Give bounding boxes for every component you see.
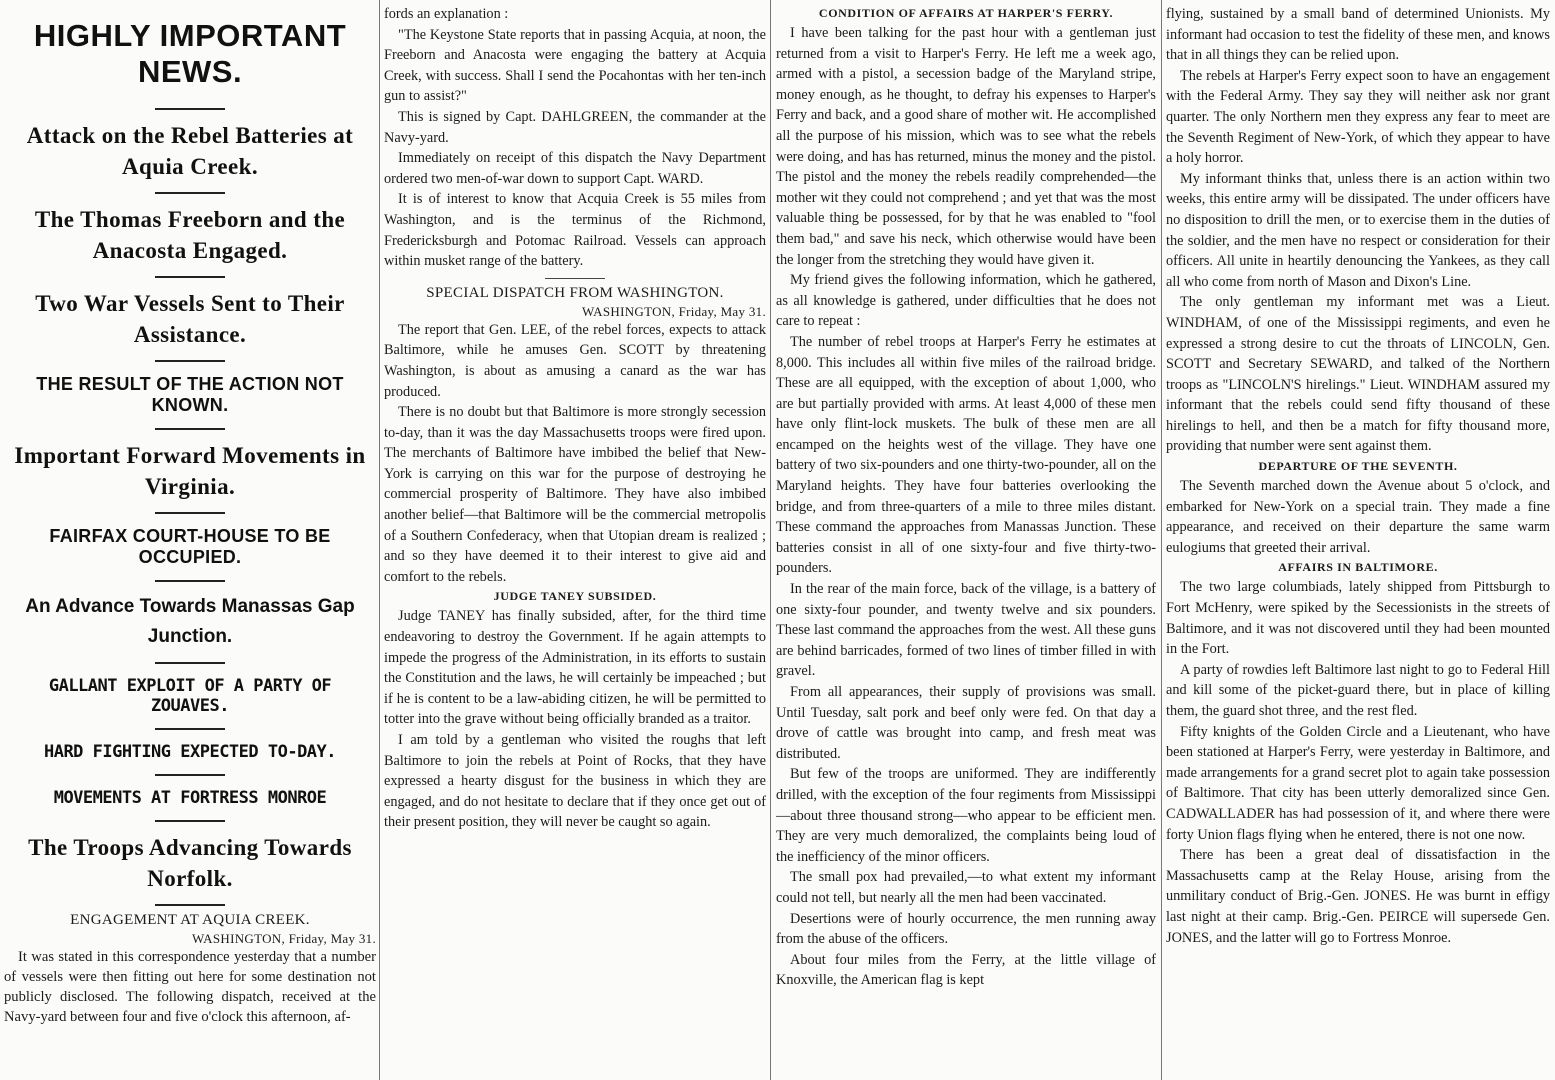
article-paragraph: About four miles from the Ferry, at the little village of Knoxville, the American flag is kept — [776, 951, 1156, 989]
divider — [155, 276, 225, 278]
divider — [155, 428, 225, 430]
article-paragraph: Judge TANEY has finally subsided, after, for the third time endeavoring to destroy the Government. If he again attempts to impede the progress of the Administration, in its efforts to sustain the Constitution and the laws, he will certainly be impeached ; but if he is content to be a law-abiding citizen, he will be permitted to totter into the grave without being officially branded as a traitor. — [384, 608, 766, 728]
article-paragraph: There has been a great deal of dissatisfaction in the Massachusetts camp at the Relay House, arising from the unmilitary conduct of Brig.-Gen. JONES. He was burnt in effigy last night at their camp. Brig.-Gen. PEIRCE will supersede Gen. JONES, and the latter will go to Fortress Monroe. — [1166, 847, 1550, 946]
deck-headline: HARD FIGHTING EXPECTED TO-DAY. — [43, 742, 337, 762]
column-3 — [776, 4, 1156, 1076]
article-paragraph: Desertions were of hourly occurrence, the men running away from the abuse of the officers. — [776, 910, 1156, 948]
deck-headline: An Advance Towards Manassas Gap Junction. — [25, 596, 355, 647]
main-headline: HIGHLY IMPORTANT NEWS. — [33, 18, 347, 89]
divider — [155, 192, 225, 194]
divider — [155, 512, 225, 514]
article-paragraph: From all appearances, their supply of provisions was small. Until Tuesday, salt pork and beef only were fed. On that day a drove of cattle was brought into camp, and fresh meat was distributed. — [776, 684, 1156, 762]
article-paragraph: My informant thinks that, unless there is an action within two weeks, this entire army will be dissipated. The under officers have no disposition to drill the men, or to exercise them in the duties of the soldier, and the men have no respect or consideration for their officers. All unite in heartily denouncing the Yankees, as they call all who come from north of Mason and Dixon's Line. — [1166, 170, 1550, 290]
article-paragraph: I am told by a gentleman who visited the roughs that left Baltimore to join the rebels at Point of Rocks, that they have expressed a hearty disgust for the business in which they are engaged, and do not hesitate to declare that if they once get out of their present position, they will never be caught so again. — [384, 732, 766, 831]
divider — [155, 728, 225, 730]
article-paragraph: It is of interest to know that Acquia Creek is 55 miles from Washington, and is the terminus of the Richmond, Fredericksburgh and Potomac Railroad. Vessels can approach within musket range of the battery. — [384, 191, 766, 270]
article-paragraph: fords an explanation : — [384, 6, 509, 22]
article-paragraph: The Seventh marched down the Avenue about 5 o'clock, and embarked for New-York on a special train. They made a fine appearance, and received on their departure the same warm eulogiums that greeted their arrival. — [1166, 478, 1550, 556]
column-1 — [4, 4, 376, 1076]
article-paragraph: flying, sustained by a small band of determined Unionists. My informant had occasion to test the fidelity of these men, and knows that in all things they can be relied upon. — [1166, 6, 1550, 64]
article-paragraph: I have been talking for the past hour with a gentleman just returned from a visit to Harper's Ferry. He left me a week ago, armed with a pistol, a secession badge of the Maryland stripe, money enough, as he thought, to defray his expenses to Harper's Ferry and back, and a good share of mother wit. He accomplished all the purpose of his mission, which was to see what the rebels were doing, and has has returned, minus the money and the pistol. The pistol and the money the rebels readily comprehended—the mother wit they could not comprehend ; and yet that was the most valuable thing be possessed, for by that he was enabled to "fool them bad," and save his neck, which otherwise would have been the longer from the stretching they would have given it. — [776, 25, 1156, 268]
deck-headline: GALLANT EXPLOIT OF A PARTY OF ZOUAVES. — [48, 676, 332, 716]
article-paragraph: In the rear of the main force, back of the village, is a battery of one sixty-four pounder, and twenty twelve and six pounders. These last command the approaches from the west. All these guns are behind barricades, formed of two lines of timber filled in with gravel. — [776, 581, 1156, 680]
article-paragraph: It was stated in this correspondence yesterday that a number of vessels were then fitting out here for some destination not publicly disclosed. The following dispatch, received at the Navy-yard between four and five o'clock this afternoon, af- — [4, 949, 376, 1025]
section-title: JUDGE TANEY SUBSIDED. — [493, 589, 657, 604]
deck-headline: Attack on the Rebel Batteries at Aquia Creek. — [26, 123, 354, 179]
article-paragraph: The small pox had prevailed,—to what extent my informant could not tell, but nearly all the men had been vaccinated. — [776, 869, 1156, 906]
dateline: WASHINGTON, Friday, May 31. — [192, 931, 376, 946]
column-rule — [1161, 0, 1162, 1080]
section-title: SPECIAL DISPATCH FROM WASHINGTON. — [426, 284, 724, 301]
deck-headline: MOVEMENTS AT FORTRESS MONROE — [53, 788, 327, 808]
divider — [155, 360, 225, 362]
deck-headline: Two War Vessels Sent to Their Assistance. — [35, 291, 345, 347]
deck-headline: The Thomas Freeborn and the Anacosta Engaged. — [34, 207, 346, 263]
deck-headline: FAIRFAX COURT-HOUSE TO BE OCCUPIED. — [49, 526, 331, 567]
section-title: AFFAIRS IN BALTIMORE. — [1278, 560, 1438, 575]
divider — [545, 278, 605, 279]
deck-headline: THE RESULT OF THE ACTION NOT KNOWN. — [36, 374, 344, 415]
divider — [155, 580, 225, 582]
article-paragraph: The two large columbiads, lately shipped from Pittsburgh to Fort McHenry, were spiked by the Secessionists in the streets of Baltimore, and it was not discovered until they had been mounted in the Fort. — [1166, 579, 1550, 658]
section-title: ENGAGEMENT AT AQUIA CREEK. — [70, 912, 310, 928]
article-paragraph: The number of rebel troops at Harper's Ferry he estimates at 8,000. This includes all within five miles of the railroad bridge. These are all equipped, with the exception of about 1,000, who are but partially provided with arms. At least 4,000 of these men have only flint-lock muskets. The bulk of these men are all encamped on the heights west of the village. They have one battery of two six-pounders and one thirty-two-pounder, all on the Maryland heights. They have four batteries overlooking the bridge, and from three-quarters of a mile to three miles distant. These command the approaches from Manassas Junction. These batteries consist in all of one sixty-four and five thirty-two-pounders. — [776, 333, 1156, 577]
deck-headline: Important Forward Movements in Virginia. — [14, 443, 366, 499]
deck-headline: The Troops Advancing Towards Norfolk. — [28, 835, 352, 891]
quoted-dispatch: "The Keystone State reports that in passing Acquia, at noon, the Freeborn and Anacosta were engaging the battery at Acquia Creek, with success. Shall I send the Pocahontas with her ten-inch gun to assist?" — [384, 26, 766, 105]
column-rule — [770, 0, 771, 1080]
section-title: CONDITION OF AFFAIRS AT HARPER'S FERRY. — [818, 6, 1114, 20]
article-paragraph: My friend gives the following information, which he gathered, as all knowledge is gathered, under difficulties that he does not care to repeat : — [776, 272, 1156, 330]
column-rule — [379, 0, 380, 1080]
divider — [155, 904, 225, 906]
article-paragraph: There is no doubt but that Baltimore is more strongly secession to-day, than it was the day Massachusetts troops were fired upon. The merchants of Baltimore have imbibed the belief that New-York is carrying on this war for the purpose of destroying he commercial prosperity of Baltimore. They have also imbibed another belief—that Baltimore will be the commercial metropolis of a Southern Confederacy, when that Utopian dream is realized ; and so they have deemed it to their interest to give aid and comfort to the rebels. — [384, 404, 766, 585]
divider — [155, 108, 225, 110]
article-paragraph: But few of the troops are uniformed. They are indifferently drilled, with the exception of the four regiments from Mississippi—about three thousand strong—who appear to be efficient men. They are very much demoralized, the complaints being loud of the inefficiency of the minor officers. — [776, 766, 1156, 865]
dateline: WASHINGTON, Friday, May 31. — [582, 303, 766, 319]
divider — [155, 820, 225, 822]
column-2 — [384, 4, 766, 1076]
section-title: DEPARTURE OF THE SEVENTH. — [1258, 459, 1458, 474]
column-4 — [1166, 4, 1550, 1076]
article-paragraph: The only gentleman my informant met was a Lieut. WINDHAM, of one of the Mississippi regiments, and even he expressed a strong desire to cut the throats of LINCOLN, Gen. SCOTT and Secretary SEWARD, and talked of the Northern troops as "LINCOLN'S hirelings." Lieut. WINDHAM assured my informant that the rebels could send fifty thousand of these hirelings to hell, and then be a match for fifty thousand more, providing that number were sent against them. — [1166, 294, 1550, 455]
article-paragraph: This is signed by Capt. DAHLGREEN, the commander at the Navy-yard. — [384, 108, 766, 146]
divider — [155, 662, 225, 664]
article-paragraph: A party of rowdies left Baltimore last night to go to Federal Hill and kill some of the picket-guard there, but in place of killing them, the guard shot three, and the rest fled. — [1166, 661, 1550, 719]
article-paragraph: Immediately on receipt of this dispatch the Navy Department ordered two men-of-war down to support Capt. WARD. — [384, 150, 766, 187]
article-paragraph: Fifty knights of the Golden Circle and a Lieutenant, who have been stationed at Harper's Ferry, were yesterday in Baltimore, and made arrangements for a grand secret plot to again take possession of Baltimore. That city has been utterly demoralized since Gen. CADWALLADER has had possession of it, and where there were forty Union flags flying when he entered, there is not one now. — [1166, 723, 1550, 843]
article-paragraph: The report that Gen. LEE, of the rebel forces, expects to attack Baltimore, while he amuses Gen. SCOTT by threatening Washington, is about as amusing a canard as the war has produced. — [384, 321, 766, 400]
article-paragraph: The rebels at Harper's Ferry expect soon to have an engagement with the Federal Army. They say they will neither ask nor grant quarter. The only Northern men they express any fear to meet are the Seventh Regiment of New-York, of which they appear to have a holy horror. — [1166, 67, 1550, 167]
divider — [155, 774, 225, 776]
